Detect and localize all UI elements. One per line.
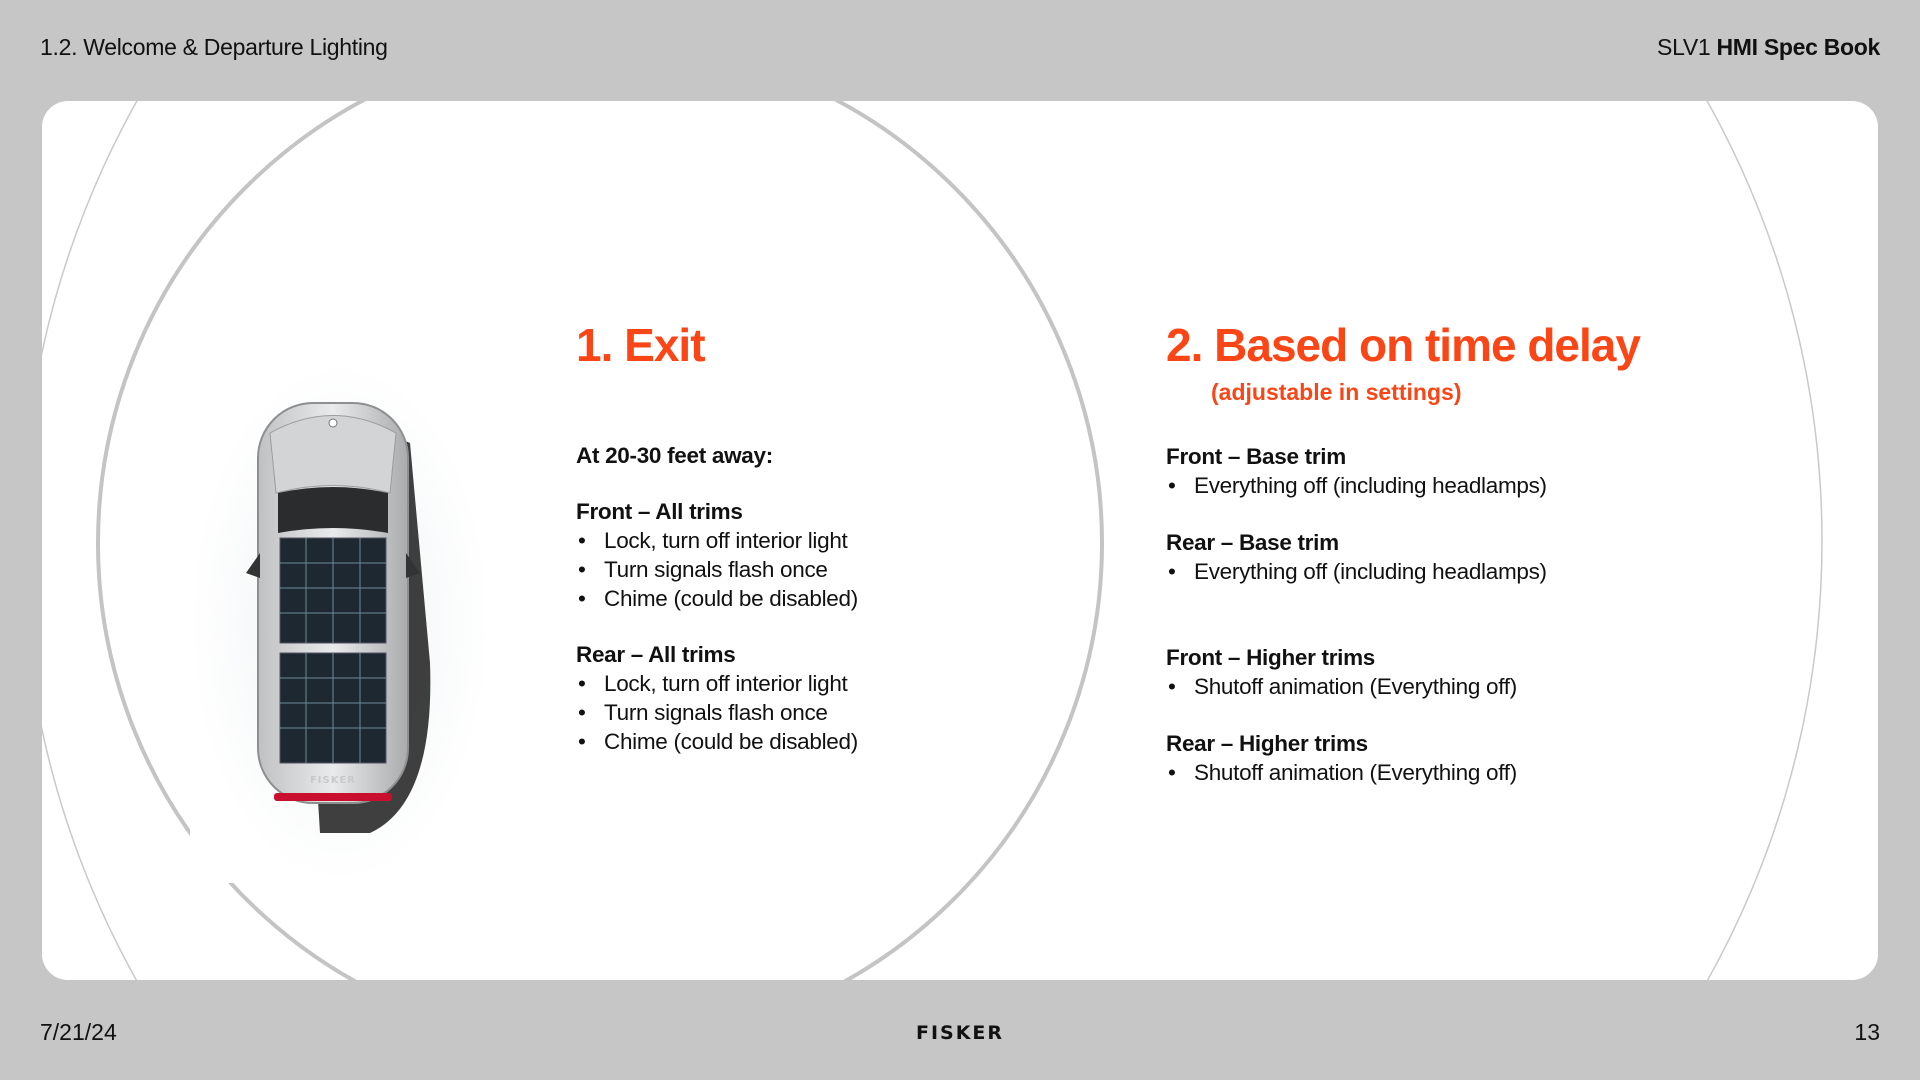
exit-distance: At 20-30 feet away: xyxy=(576,443,773,468)
doc-title xyxy=(1657,34,1880,61)
delay-front-higher-block xyxy=(1166,643,1806,701)
list-item: • Chime (could be disabled) xyxy=(576,727,1026,756)
rear-base-title: Rear – Base trim xyxy=(1166,530,1339,555)
delay-front-base-block xyxy=(1166,442,1806,500)
front-base-title: Front – Base trim xyxy=(1166,444,1346,469)
list-item: • Lock, turn off interior light xyxy=(576,669,1026,698)
list-item: • Everything off (including headlamps) xyxy=(1166,557,1806,586)
delay-heading: 2. Based on time delay xyxy=(1166,319,1640,371)
exit-rear-block xyxy=(576,640,1026,756)
list-item: • Shutoff animation (Everything off) xyxy=(1166,672,1806,701)
fisker-logo: FISKER xyxy=(915,1022,1005,1044)
front-higher-title: Front – Higher trims xyxy=(1166,645,1376,670)
section-title: 1.2. Welcome & Departure Lighting xyxy=(40,34,388,60)
doc-name: HMI Spec Book xyxy=(1716,34,1880,60)
rear-higher-title: Rear – Higher trims xyxy=(1166,731,1368,756)
list-item: • Turn signals flash once xyxy=(576,555,1026,584)
exit-front-title: Front – All trims xyxy=(576,499,743,524)
delay-rear-base-block xyxy=(1166,528,1806,586)
content-card xyxy=(42,101,1878,980)
list-item: • Shutoff animation (Everything off) xyxy=(1166,758,1806,787)
list-item: • Everything off (including headlamps) xyxy=(1166,471,1806,500)
page-number: 13 xyxy=(1854,1019,1880,1045)
delay-column xyxy=(1166,319,1806,787)
list-item: • Lock, turn off interior light xyxy=(576,526,1026,555)
delay-subheading: (adjustable in settings) xyxy=(1211,379,1462,405)
footer-date: 7/21/24 xyxy=(40,1019,117,1045)
car-top-view-illustration xyxy=(190,363,490,883)
exit-front-block xyxy=(576,497,1026,613)
doc-prefix: SLV1 xyxy=(1657,34,1711,60)
exit-column xyxy=(576,319,1026,756)
exit-heading: 1. Exit xyxy=(576,319,705,371)
exit-rear-title: Rear – All trims xyxy=(576,642,736,667)
list-item: • Turn signals flash once xyxy=(576,698,1026,727)
car-badge: FISKER xyxy=(309,775,357,786)
list-item: • Chime (could be disabled) xyxy=(576,584,1026,613)
delay-rear-higher-block xyxy=(1166,729,1806,787)
